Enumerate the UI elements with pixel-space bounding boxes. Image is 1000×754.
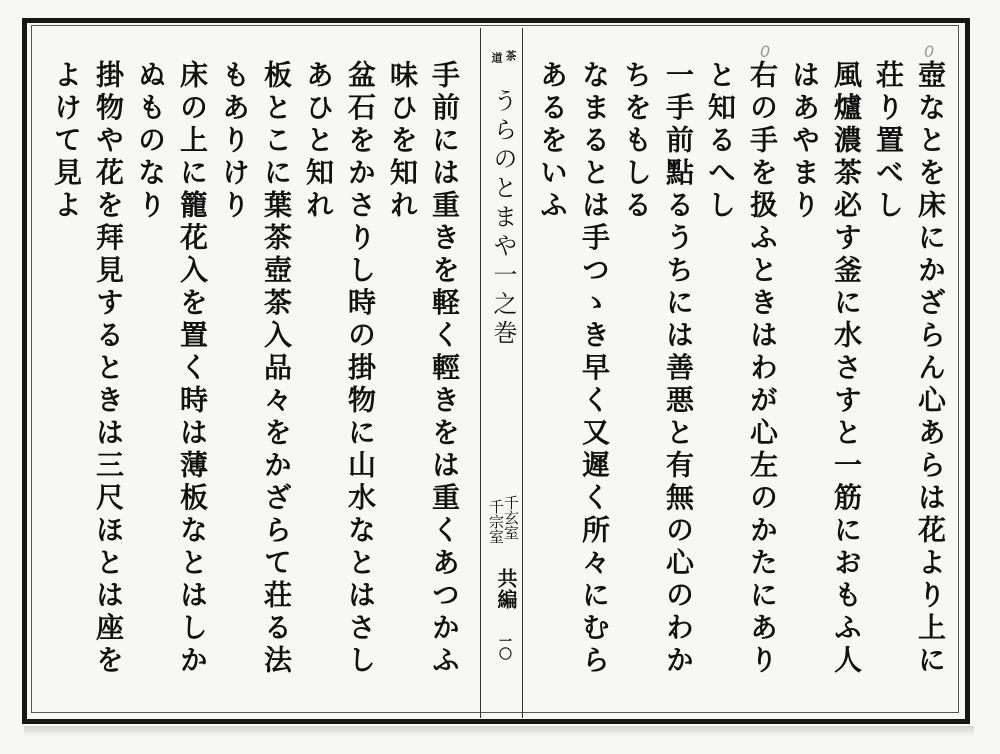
editor-note: 共編: [494, 568, 518, 610]
right-page-column-9: なまるとは手つゝき早く又遲く所々にむら: [578, 60, 611, 678]
right-page-column-7: 一手前點るうちには善悪と有無の心のわか: [662, 60, 695, 678]
right-page-column-4: はあやまり: [788, 60, 821, 223]
series-label: [488, 50, 518, 84]
gutter-line-left: [480, 28, 481, 718]
right-page-column-1: 壺なとを床にかざらん心あらは花より上に: [914, 60, 947, 678]
left-page-column-5: 板とこに葉茶壺茶入品々をかざらて荘る法: [260, 60, 293, 678]
authors: [488, 495, 518, 565]
left-page-column-7: 床の上に籠花入を置く時は薄板なとはしか: [176, 60, 209, 678]
left-page-column-1: 手前には重きを軽く輕きをは重くあつかふ: [428, 60, 461, 678]
series-label-top: 茶: [504, 50, 517, 61]
page-shadow: [24, 726, 974, 736]
author-1: 千玄室: [502, 495, 520, 540]
margin-mark-1: 0: [924, 42, 935, 61]
right-page-column-10: あるをいふ: [536, 60, 569, 223]
left-page-column-8: ぬものなり: [134, 60, 167, 223]
series-label-bottom: 道: [490, 52, 503, 63]
gutter-line-right: [522, 28, 523, 718]
margin-mark-2: 0: [760, 42, 771, 61]
left-page-column-2: 味ひを知れ: [386, 60, 419, 223]
right-page-column-8: ちをもしる: [620, 60, 653, 223]
page-number: 一〇: [496, 634, 511, 660]
left-page-column-10: よけて見よ: [50, 60, 83, 223]
left-page-column-3: 盆石をかさりし時の掛物に山水なとはさし: [344, 60, 377, 678]
right-page-column-3: 風爐濃茶必す釜に水さすと一筋におもふ人: [830, 60, 863, 678]
left-page-column-6: もありけり: [218, 60, 251, 223]
left-page-column-4: あひと知れ: [302, 60, 335, 223]
book-title: うらのとまや一之巻: [489, 88, 517, 349]
right-page-column-5: 右の手を扱ふときはわが心左のかたにあり: [746, 60, 779, 678]
gutter-header: [488, 40, 518, 680]
right-page-column-2: 荘り置べし: [872, 60, 905, 223]
left-page-column-9: 掛物や花を拜見するときは三尺ほとは座を: [92, 60, 125, 678]
author-2: 千宗室: [487, 499, 505, 544]
right-page-column-6: と知るへし: [704, 60, 737, 223]
